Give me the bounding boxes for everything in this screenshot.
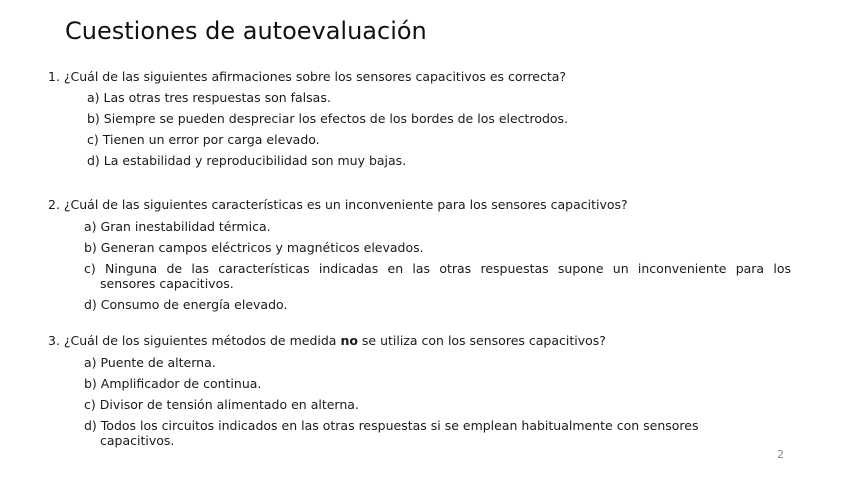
- question-3-text-before: 3. ¿Cuál de los siguientes métodos de medida: [48, 333, 341, 348]
- question-3-text-after: se utiliza con los sensores capacitivos?: [357, 333, 606, 348]
- question-3-text-bold: no: [340, 333, 358, 348]
- question-2-option-d: d) Consumo de energía elevado.: [84, 297, 288, 312]
- question-2-option-a: a) Gran inestabilidad térmica.: [84, 219, 271, 234]
- question-3-option-d-line-1: d) Todos los circuitos indicados en las otras respuestas si se emplean habitualmente con sensores: [84, 418, 699, 433]
- question-2-option-c-line-2: sensores capacitivos.: [100, 276, 234, 291]
- question-1: 1. ¿Cuál de las siguientes afirmaciones sobre los sensores capacitivos es correcta?: [48, 69, 567, 84]
- question-3-option-c: c) Divisor de tensión alimentado en alterna.: [84, 397, 359, 412]
- question-2-option-c-line-1: c) Ninguna de las características indicadas en las otras respuestas supone un inconveniente para los: [84, 261, 791, 276]
- question-1-option-a: a) Las otras tres respuestas son falsas.: [87, 90, 331, 105]
- question-1-option-d: d) La estabilidad y reproducibilidad son muy bajas.: [87, 153, 407, 168]
- question-3: [48, 333, 606, 349]
- question-1-option-c: c) Tienen un error por carga elevado.: [87, 132, 320, 147]
- question-1-option-b: b) Siempre se pueden despreciar los efectos de los bordes de los electrodos.: [87, 111, 569, 126]
- question-3-option-a: a) Puente de alterna.: [84, 355, 216, 370]
- slide-title: Cuestiones de autoevaluación: [65, 17, 427, 45]
- question-3-option-b: b) Amplificador de continua.: [84, 376, 262, 391]
- question-3-option-d-line-2: capacitivos.: [100, 433, 175, 448]
- question-2: 2. ¿Cuál de las siguientes características es un inconveniente para los sensores capacitivos?: [48, 197, 628, 212]
- question-2-option-b: b) Generan campos eléctricos y magnéticos elevados.: [84, 240, 424, 255]
- question-2-option-c: [84, 261, 791, 291]
- question-3-option-d: [84, 418, 744, 448]
- page-number: 2: [777, 448, 784, 461]
